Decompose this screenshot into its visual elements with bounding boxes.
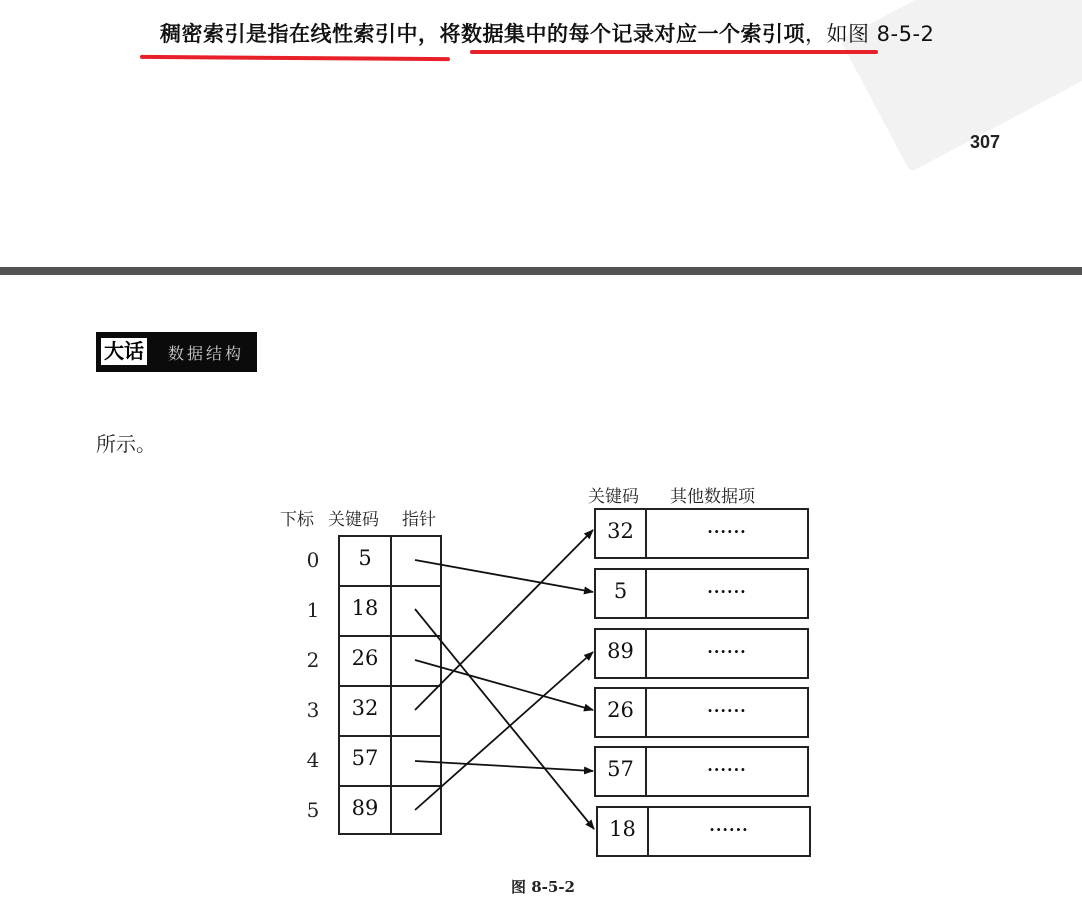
record-other: ······ <box>707 760 747 779</box>
page-number: 307 <box>970 132 1001 152</box>
header-other-data: 其他数据项 <box>670 487 755 507</box>
index-label: 4 <box>306 748 320 772</box>
index-key: 32 <box>351 696 379 720</box>
record-other: ······ <box>707 701 747 720</box>
header-record-key: 关键码 <box>588 487 639 507</box>
arrow-1-to-18 <box>415 609 594 829</box>
arrow-4-to-57 <box>415 761 593 771</box>
header-key: 关键码 <box>328 510 379 530</box>
figure-caption: 图 8-5-2 <box>511 878 575 896</box>
header-index: 下标 <box>280 510 314 530</box>
record-other: ······ <box>709 820 749 839</box>
record-key: 26 <box>607 698 634 722</box>
record-key: 32 <box>607 519 634 543</box>
record-other: ······ <box>707 522 747 541</box>
index-key: 5 <box>358 546 372 570</box>
record-key: 5 <box>613 579 628 603</box>
index-label: 2 <box>306 648 320 672</box>
index-key: 18 <box>351 596 379 620</box>
sentence-highlight-1: 稠密索引是指在线性索引中， <box>160 22 440 46</box>
index-label: 3 <box>306 698 320 722</box>
sentence-highlight-2: 将数据集中的每个记录对应一个索引项 <box>439 22 805 46</box>
index-key: 57 <box>351 746 379 770</box>
record-other: ······ <box>707 582 747 601</box>
record-other: ······ <box>707 642 747 661</box>
arrow-0-to-5 <box>415 560 593 592</box>
index-key: 26 <box>351 646 379 670</box>
record-key: 89 <box>607 639 634 663</box>
arrow-3-to-32 <box>415 530 593 710</box>
index-key: 89 <box>351 796 379 820</box>
index-label: 0 <box>306 548 320 572</box>
arrow-5-to-89 <box>415 652 593 810</box>
paragraph-text: 所示。 <box>96 432 156 456</box>
record-key: 18 <box>609 817 636 841</box>
book-subtitle: 数据结构 <box>168 344 245 363</box>
index-label: 1 <box>306 598 320 622</box>
arrow-2-to-26 <box>415 660 593 710</box>
header-pointer: 指针 <box>402 510 436 530</box>
index-label: 5 <box>306 798 320 822</box>
record-key: 57 <box>607 757 634 781</box>
sentence-tail: ，如图 8-5-2 <box>805 22 935 46</box>
book-logo: 大话 <box>101 338 147 365</box>
